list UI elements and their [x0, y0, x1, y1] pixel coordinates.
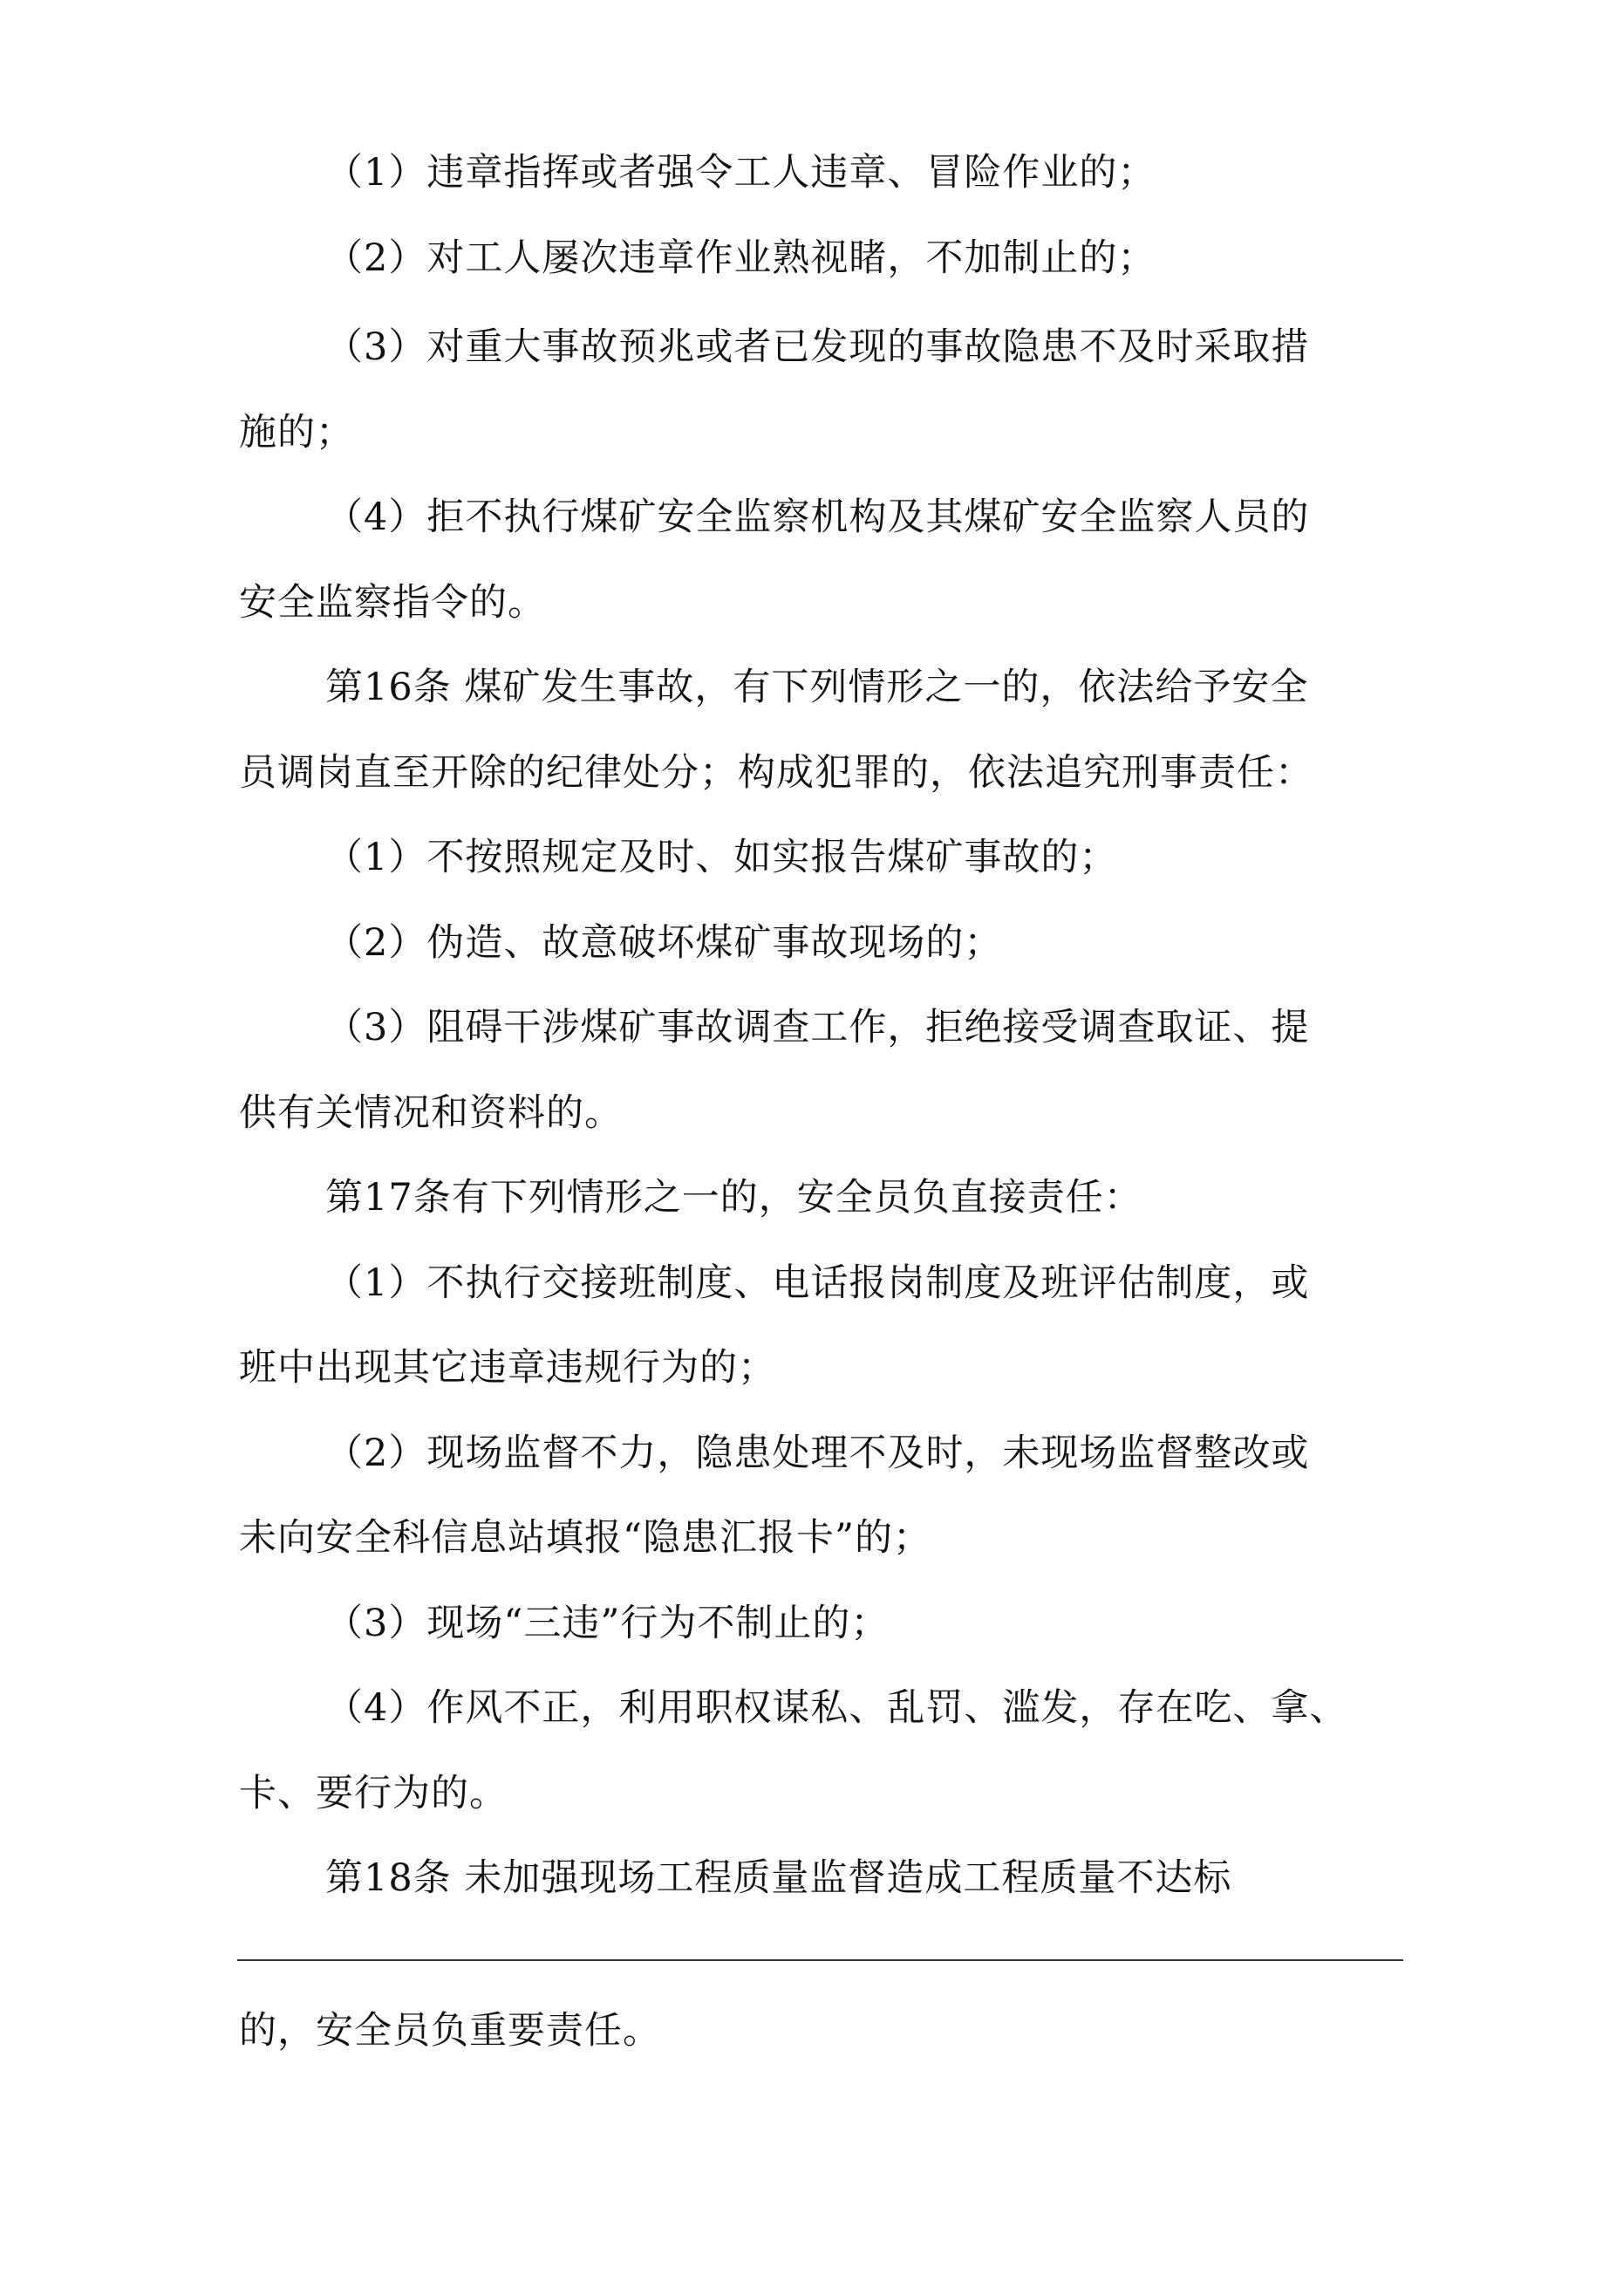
clause-15-item-3-line-1: （3）对重大事故预兆或者已发现的事故隐患不及时采取措 — [325, 325, 1310, 369]
clause-17-item-4-line-2: 卡、要行为的。 — [239, 1772, 508, 1815]
clause-15-item-2: （2）对工人屡次违章作业熟视睹，不加制止的； — [325, 236, 1156, 280]
clause-15-item-1: （1）违章指挥或者强令工人违章、冒险作业的； — [325, 151, 1156, 195]
clause-17-heading: 第17条有下列情形之一的，安全员负直接责任： — [325, 1176, 1142, 1220]
clause-16-item-1: （1）不按照规定及时、如实报告煤矿事故的； — [325, 836, 1118, 879]
horizontal-divider — [237, 1959, 1403, 1961]
clause-18-line-2: 的，安全员负重要责任。 — [239, 2009, 661, 2053]
clause-17-item-2-line-1: （2）现场监督不力，隐患处理不及时，未现场监督整改或 — [325, 1432, 1310, 1475]
clause-18-line-1: 第18条 未加强现场工程质量监督造成工程质量不达标 — [325, 1856, 1232, 1900]
clause-16-item-3-line-1: （3）阻碍干涉煤矿事故调查工作，拒绝接受调查取证、提 — [325, 1006, 1310, 1049]
clause-15-item-4-line-2: 安全监察指令的。 — [239, 581, 546, 625]
clause-17-item-3: （3）现场“三违”行为不制止的； — [325, 1602, 890, 1645]
clause-17-item-4-line-1: （4）作风不正，利用职权谋私、乱罚、滥发，存在吃、拿、 — [325, 1686, 1348, 1730]
clause-15-item-3-line-2: 施的； — [239, 411, 354, 454]
clause-16-item-2: （2）伪造、故意破坏煤矿事故现场的； — [325, 921, 1003, 965]
clause-17-item-1-line-1: （1）不执行交接班制度、电话报岗制度及班评估制度，或 — [325, 1261, 1310, 1305]
clause-16-heading-line-1: 第16条 煤矿发生事故，有下列情形之一的，依法给予安全 — [325, 666, 1309, 709]
clause-17-item-1-line-2: 班中出现其它违章违规行为的； — [239, 1346, 776, 1390]
clause-17-item-2-line-2: 未向安全科信息站填报“隐患汇报卡”的； — [239, 1516, 931, 1560]
clause-16-item-3-line-2: 供有关情况和资料的。 — [239, 1091, 623, 1135]
clause-16-heading-line-2: 员调岗直至开除的纪律处分；构成犯罪的，依法追究刑事责任： — [239, 751, 1313, 795]
clause-15-item-4-line-1: （4）拒不执行煤矿安全监察机构及其煤矿安全监察人员的 — [325, 495, 1310, 539]
